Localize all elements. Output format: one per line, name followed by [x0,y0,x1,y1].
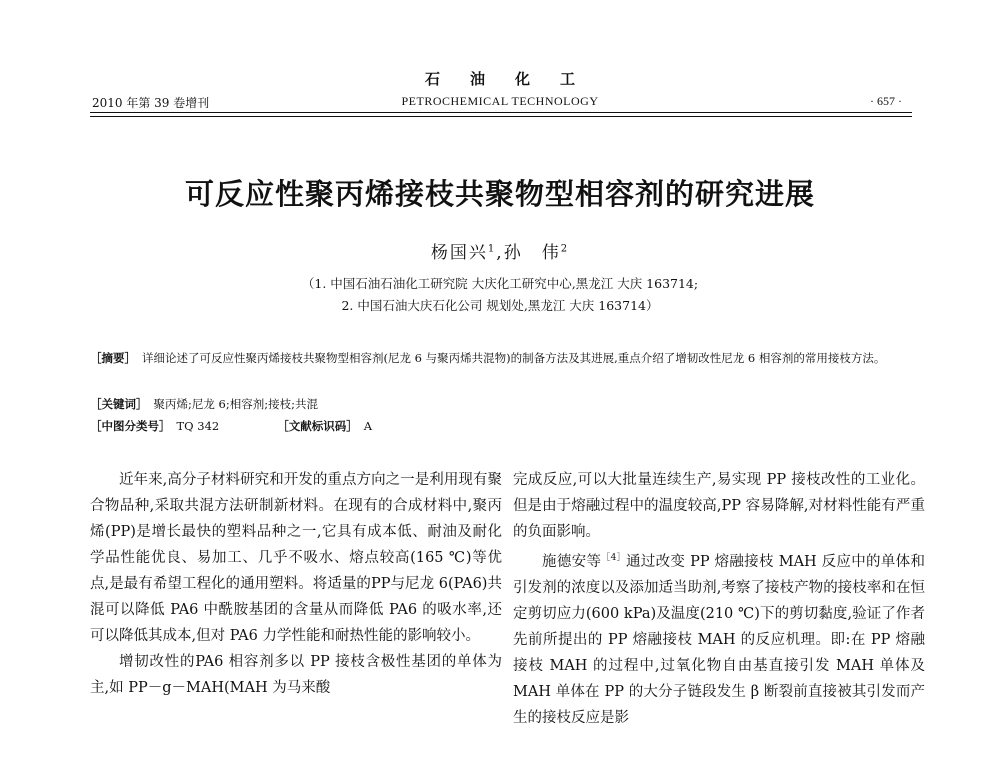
classification-line [90,416,890,436]
abstract-text: 详细论述了可反应性聚丙烯接枝共聚物型相容剂(尼龙 6 与聚丙烯共混物)的制备方法及其进展,重点介绍了增韧改性尼龙 6 相容剂的常用接枝方法。 [142,351,886,365]
document-code-value: A [363,419,373,433]
paragraph: 完成反应,可以大批量连续生产,易实现 PP 接枝改性的工业化。但是由于熔融过程中的温度较高,PP 容易降解,对材料性能有严重的负面影响。 [513,472,925,540]
author-affiliation-mark: 1 [487,243,497,255]
journal-name-chinese: 石油化工 [424,70,605,88]
author-separator: , [496,243,504,263]
document-code-label: ［文献标识码］ [277,419,358,433]
header-rule [90,112,912,113]
article-title: 可反应性聚丙烯接枝共聚物型相容剂的研究进展 [184,177,815,211]
citation-ref: ［4］ [601,553,626,563]
keywords-text: 聚丙烯;尼龙 6;相容剂;接枝;共混 [153,397,318,411]
affiliation-1: （1. 中国石油石油化工研究院 大庆化工研究中心,黑龙江 大庆 163714; [301,276,699,291]
keywords-label: ［关键词］ [90,397,148,411]
affiliation-2: 2. 中国石油大庆石化公司 规划处,黑龙江 大庆 163714） [341,298,659,313]
page-number: · 657 · [870,94,902,108]
journal-name-english: PETROCHEMICAL TECHNOLOGY [401,94,599,108]
paragraph-text: 施德安等 [542,553,602,570]
classification-value: TQ 342 [176,419,220,433]
paragraph: 增韧改性的PA6 相容剂多以 PP 接枝含极性基团的单体为主,如 PP－g－MAH(MAH 为马来酸 [90,654,502,696]
body-column-right [513,467,925,731]
paragraph: 近年来,高分子材料研究和开发的重点方向之一是利用现有聚合物品种,采取共混方法研制新材料。在现有的合成材料中,聚丙烯(PP)是增长最快的塑料品种之一,它具有成本低、耐油及耐化学品性能优良、易加工、几乎不吸水、熔点较高(165 ℃)等优点,是最有希望工程化的通用塑料。将适量的PP与尼龙 6(PA6)共混可以降低 PA6 中酰胺基团的含量从而降低 PA6 的吸水率,还可以降低其成本,但对 PA6 力学性能和耐热性能的影响较小。 [90,472,502,644]
issue-info: 2010 年第 39 卷增刊 [92,96,210,110]
author-list [0,238,1000,263]
classification-label: ［中图分类号］ [90,419,171,433]
author-affiliation-mark: 2 [560,243,570,255]
paragraph-text: 通过改变 PP 熔融接枝 MAH 反应中的单体和引发剂的浓度以及添加适当助剂,考察了接枝产物的接枝率和在恒定剪切应力(600 kPa)及温度(210 ℃)下的剪切黏度,验证了作者先前所提出的 PP 熔融接枝 MAH 的反应机理。即:在 PP 熔融接枝 MAH 的过程中,过氧化物自由基直接引发 MAH 单体及 MAH 单体在 PP 的大分子链段发生 β 断裂前直接被其引发而产生的接枝反应是影 [513,553,925,726]
author-name: 孙 伟 [503,243,561,263]
abstract-label: ［摘要］ [90,351,136,365]
author-name: 杨国兴 [430,243,488,263]
keywords [90,394,890,414]
abstract [90,348,890,368]
body-column-left [90,467,502,701]
header-rule-thin [90,116,912,117]
paragraph [513,545,925,731]
